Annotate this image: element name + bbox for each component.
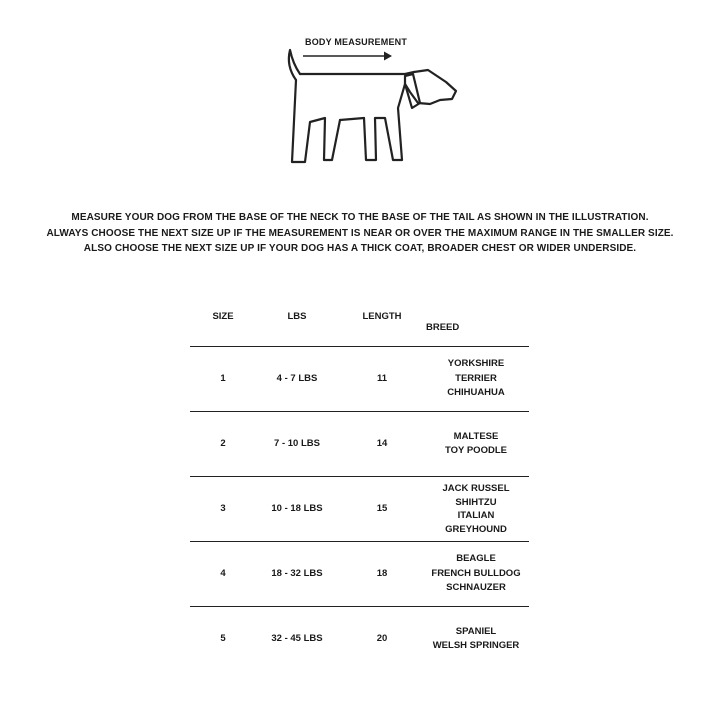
dog-outline-icon [280,30,470,170]
breed-name: JACK RUSSEL [442,483,510,494]
size-cell: 4 [220,567,226,579]
lbs-cell: 7 - 10 LBS [274,437,320,449]
breed-name: GREYHOUND [445,523,507,535]
breed-name: SCHNAUZER [446,582,506,594]
measurement-instructions [0,210,720,257]
breed-cell [426,477,526,541]
breed-name: CHIHUAHUA [447,387,505,399]
breed-cell [426,412,526,476]
breed-name: TERRIER [455,372,497,384]
size-chart-table [190,302,529,671]
size-cell: 1 [220,372,226,384]
header-breed: BREED [426,321,460,333]
breed-name: WELSH SPRINGER [432,640,520,651]
breed-cell [426,542,526,606]
dog-back [300,72,414,74]
body-measurement-label: BODY MEASUREMENT [305,37,408,47]
length-cell: 14 [376,437,388,449]
length-cell: 11 [376,372,388,384]
dog-front-leg [364,84,405,160]
instruction-line: MEASURE YOUR DOG FROM THE BASE OF THE NECK TO THE BASE OF THE TAIL AS SHOWN IN THE ILLUSTRATION. [71,212,649,223]
table-row [190,412,529,477]
breed-name: ITALIAN [457,510,495,521]
table-row [190,347,529,412]
breed-name: MALTESE [453,430,499,442]
dog-tail [289,50,300,80]
header-length: LENGTH [362,311,402,322]
length-cell: 15 [376,502,388,514]
length-cell: 20 [376,632,388,644]
breed-name: SHIHTZU [455,496,497,508]
lbs-cell: 32 - 45 LBS [271,632,323,644]
breed-name: TOY POODLE [445,445,507,456]
size-cell: 2 [220,437,226,449]
header-size: SIZE [212,311,234,322]
lbs-cell: 4 - 7 LBS [276,372,318,384]
table-header [190,302,529,347]
instruction-line: ALWAYS CHOOSE THE NEXT SIZE UP IF THE MEASUREMENT IS NEAR OR OVER THE MAXIMUM RANGE IN THE SMALLER SIZE. [46,227,674,239]
header-lbs: LBS [287,311,307,322]
dog-back-leg [292,80,340,162]
breed-cell [426,607,526,671]
size-cell: 3 [220,502,226,514]
table-row [190,477,529,542]
breed-name: YORKSHIRE [447,358,505,370]
table-row [190,542,529,607]
breed-name: SPANIEL [455,625,497,637]
dog-belly [340,118,364,120]
lbs-cell: 18 - 32 LBS [271,567,323,579]
breed-cell [426,347,526,411]
instruction-line: ALSO CHOOSE THE NEXT SIZE UP IF YOUR DOG HAS A THICK COAT, BROADER CHEST OR WIDER UNDERSIDE. [83,243,637,254]
size-cell: 5 [220,632,226,644]
length-cell: 18 [376,567,388,579]
lbs-cell: 10 - 18 LBS [271,502,323,514]
table-row [190,607,529,671]
arrow-head [384,52,392,61]
breed-name: BEAGLE [456,553,496,565]
breed-name: FRENCH BULLDOG [431,567,521,579]
